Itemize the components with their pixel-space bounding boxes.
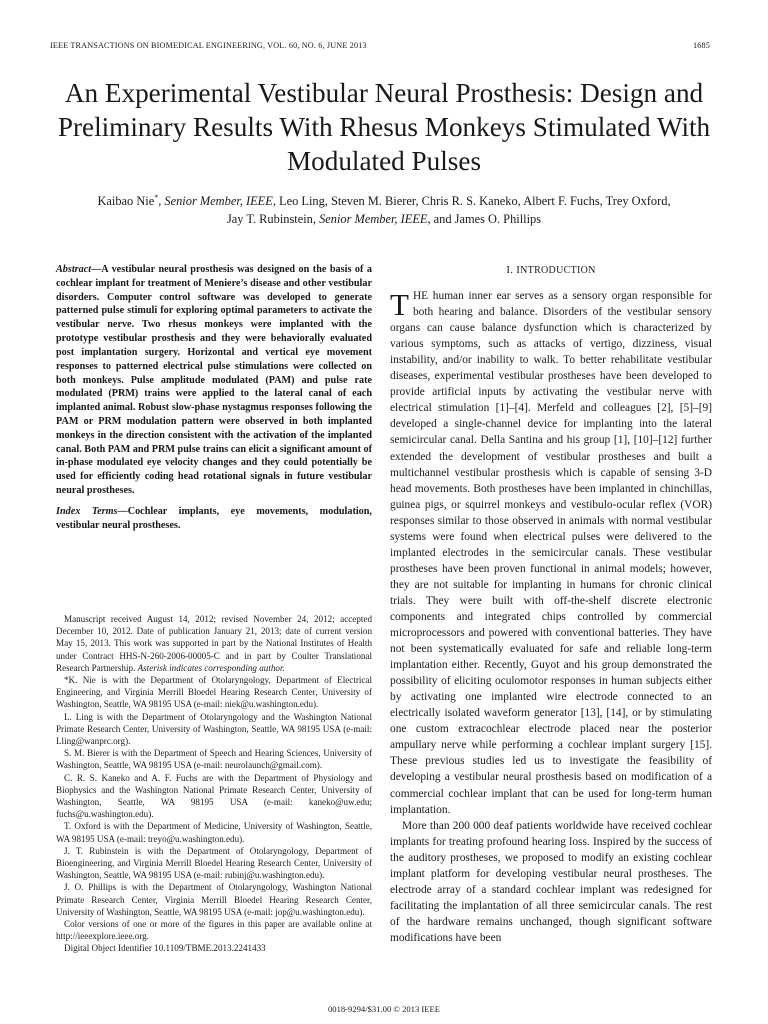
author-names: , and James O. Phillips	[427, 212, 542, 227]
footnote-affiliation: L. Ling is with the Department of Otolaryngology and the Washington National Primate Research Center, University of Washington, Seattle, WA 98195 USA (e-mail: Lling@wanprc.org).	[56, 711, 372, 747]
footnote-affiliation: C. R. S. Kaneko and A. F. Fuchs are with the Department of Physiology and Biophysics and the Washington National Primate Research Center, University of Washington, Seattle, WA 98195 USA (e-mail: kaneko@uw.edu; fuchs@u.washington.edu).	[56, 772, 372, 820]
author-membership: , Senior Member, IEEE	[312, 212, 428, 227]
footnote-text: Asterisk indicates corresponding author.	[137, 662, 285, 673]
running-head	[50, 41, 710, 50]
introduction-section	[390, 262, 712, 946]
footnotes	[56, 613, 372, 955]
abstract	[56, 263, 372, 498]
index-terms	[56, 505, 372, 533]
intro-paragraph	[390, 288, 712, 818]
section-title-rest: NTRODUCTION	[520, 265, 596, 276]
author-name: Kaibao Nie	[97, 194, 155, 209]
author-membership: , Senior Member, IEEE	[158, 194, 273, 209]
journal-info: IEEE TRANSACTIONS ON BIOMEDICAL ENGINEERING, VOL. 60, NO. 6, JUNE 2013	[50, 41, 367, 50]
footnote-doi: Digital Object Identifier 10.1109/TBME.2013.2241433	[64, 943, 266, 954]
corresponding-mark: *	[154, 193, 159, 202]
section-number: I.	[506, 264, 514, 276]
footnote-text: Manuscript received August 14, 2012; revised November 24, 2012; accepted December 10, 2012. Date of publication January 21, 2013; date of current version May 15, 2013. This work was supported in part by the National Institutes of Health under Contract HHS-N-260-2006-00005-C and in part by Coulter Translational Research Partnership.	[56, 614, 372, 673]
intro-paragraph: More than 200 000 deaf patients worldwide have received cochlear implants for treating profound hearing loss. Inspired by the success of the auditory prostheses, we proposed to modify an existing cochlear implant platform for developing vestibular neural prostheses. The electrode array of a standard cochlear implant was redesigned for facilitating the implantation of all three semicircular canals. The rest of the hardware remains unchanged, though significant software modifications have been	[390, 819, 712, 944]
footnote-manuscript	[56, 613, 372, 674]
index-terms-text: —Cochlear implants, eye movements, modulation, vestibular neural prostheses.	[56, 506, 372, 531]
abstract-text: —A vestibular neural prosthesis was designed on the basis of a cochlear implant for treatment of Meniere’s disease and other vestibular disorders. Computer control software was developed to generate patterned pulse stimuli for exploring optimal parameters to activate the vestibular nerve. Two rhesus monkeys were implanted with the prototype vestibular prosthesis and they were behaviorally evaluated post implantation surgery. Horizontal and vertical eye movement responses to patterned electrical pulse stimulations were collected on both monkeys. Pulse amplitude modulated (PAM) and pulse rate modulated (PRM) trains were applied to the lateral canal of each implanted animal. Robust slow-phase nystagmus responses following the PAM or PRM modulation pattern were observed in both implanted monkeys in the direction consistent with the activation of the implanted canal. Both PAM and PRM pulse trains can elicit a significant amount of in-phase modulated eye velocity changes and they could potentially be used for efficiently coding head rotational signals in future vestibular neural prostheses.	[56, 264, 372, 496]
page-number: 1685	[693, 41, 710, 50]
footnote-affiliation: *K. Nie is with the Department of Otolaryngology, Department of Electrical Engineering, and Virginia Merrill Bloedel Hearing Research Center, University of Washington, Seattle, WA 98195 USA (e-mail: niek@u.washington.edu).	[56, 675, 372, 710]
footnote-color: Color versions of one or more of the figures in this paper are available online at http://ieeexplore.ieee.org.	[56, 919, 372, 942]
author-names: , Leo Ling, Steven M. Bierer, Chris R. S. Kaneko, Albert F. Fuchs, Trey Oxford,	[272, 194, 671, 209]
section-title-initial: I	[516, 264, 521, 276]
section-heading	[390, 262, 712, 279]
footnote-affiliation: J. O. Phillips is with the Department of Otolaryngology, Washington National Primate Research Center, Virginia Merrill Bloedel Hearing Research Center, University of Washington, Seattle, WA 98195 USA (e-mail: jop@u.washington.edu).	[56, 882, 372, 917]
intro-paragraph-text: HE human inner ear serves as a sensory organ responsible for both hearing and balance. Disorders of the vestibular sensory organs can cause balance dysfunction which is characterized by various symptoms, such as attacks of vertigo, dizziness, visual instability, and/or inability to walk. To better rehabilitate vestibular diseases, experimental vestibular prostheses have been developed to provide artificial inputs by activating the vestibular nerve with electrical stimulation [1]–[4]. Merfeld and colleagues [2], [5]–[9] developed a single-channel device for implanting into the lateral semicircular canal. Della Santina and his group [1], [10]–[12] further extended the development of vestibular prostheses and built a multichannel vestibular prosthesis which is capable of sensing 3-D head movements. Both prostheses have been implanted in chinchillas, guinea pigs, or squirrel monkeys and vestibulo-ocular reflex (VOR) responses similar to those observed in animals with normal vestibular systems were found when electrical pulses were delivered to the implanted electrodes in the semicircular canals. These vestibular prostheses have been proven functional in animal models; however, they are not suitable for implanting in humans for chronic clinical trials. They were built with off-the-shelf discrete electronic components and integrated chips controlled by commercial microprocessors and powered with conventional batteries. They have not been systematically evaluated for safe and reliable long-term implantation either. Recently, Guyot and his group demonstrated the possibility of eliciting oculomotor responses in human subjects either by activating one implanted wire electrode connected to an electrically isolated waveform generator [13], [14], or by stimulating one custom extracochlear electrode placed near the posterior ampullary nerve while performing a cochlear implant surgery [15]. These previous studies led us to investigate the feasibility of developing a vestibular neural prosthesis based on modification of a commercial cochlear implant that can be used for long-term human implantation.	[390, 290, 712, 816]
abstract-label: Abstract	[56, 264, 92, 275]
author-list	[30, 189, 738, 228]
drop-cap: T	[390, 287, 409, 323]
copyright-footer: 0018-9294/$31.00 © 2013 IEEE	[327, 1004, 441, 1014]
footnote-affiliation: S. M. Bierer is with the Department of Speech and Hearing Sciences, University of Washington, Seattle, WA 98195 USA (e-mail: neurolaunch@gmail.com).	[56, 748, 372, 771]
footnote-affiliation: T. Oxford is with the Department of Medicine, University of Washington, Seattle, WA 98195 USA (e-mail: treyo@u.washington.edu).	[56, 821, 372, 844]
footnote-affiliation: J. T. Rubinstein is with the Department of Otolaryngology, Department of Bioengineering, and Virginia Merrill Bloedel Hearing Research Center, University of Washington, Seattle, WA 98195 USA (e-mail: rubinj@u.washington.edu).	[56, 845, 372, 881]
author-name: Jay T. Rubinstein	[226, 212, 313, 227]
paper-title: An Experimental Vestibular Neural Prosthesis: Design and Preliminary Results With Rhesus Monkeys Stimulated With Modulated Pulses	[57, 78, 711, 176]
index-terms-label: Index Terms	[56, 506, 118, 517]
